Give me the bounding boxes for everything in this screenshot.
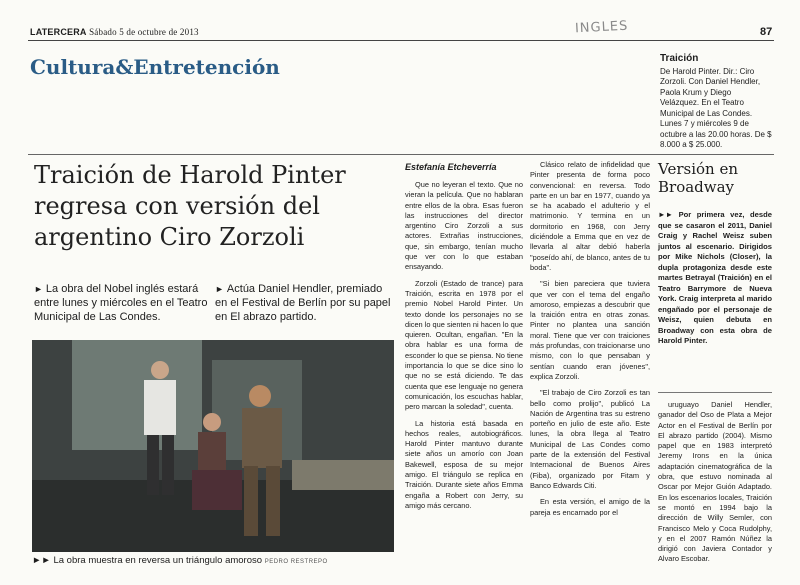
theatre-scene-illustration — [32, 340, 394, 552]
arrow-icon: ► — [34, 284, 43, 294]
page-number: 87 — [760, 26, 773, 38]
article-column-2 — [530, 160, 650, 524]
handwritten-note: INGLES — [574, 18, 629, 37]
paragraph: uruguayo Daniel Hendler, ganador del Oso de Plata a Mejor Actor en el Festival de Berlín por El abrazo partido (2004). Mismo papel que en 1983 interpretó Jeremy Irons en la única adaptación cinematográfica de la obra, que estuvo nominada al Oscar por Mejor Guión Adaptado. En los escenarios locales, Traición se montó en 1994 bajo la dirección de Willy Semler, con Francisco Melo y Coca Rudolphy, y en el 2007 Ramón Núñez la dirigió con Javiera Contador y Alvaro Escobar. — [658, 400, 772, 564]
headline: Traición de Harold Pinter regresa con versión del argentino Ciro Zorzoli — [34, 161, 346, 251]
header-rule — [28, 154, 774, 155]
issue-date: Sábado 5 de octubre de 2013 — [89, 27, 199, 37]
info-box-text: De Harold Pinter. Dir.: Ciro Zorzoli. Con Daniel Hendler, Paola Krum y Diego Velázquez. En el Teatro Municipal de Las Condes. Lunes 7 y miércoles 9 de octubre a las 20.00 horas. De $ 8.000 a $ 25.000. — [660, 66, 772, 149]
bullet-1 — [34, 282, 212, 324]
bullet-2 — [215, 282, 395, 324]
broadway-body: Por primera vez, desde que se casaron el 2011, Daniel Craig y Rachel Weisz suben juntos al escenario. Dirigidos por Mike Nichols (Closer), la dupla protagoniza desde este martes Betrayal (Traición) en el Teatro Barrymore de Nueva York. Craig interpreta al marido engañado por el personaje de Weisz, quien debuta en Broadway con esta obra de Harold Pinter. — [658, 210, 772, 345]
byline: Estefanía Etcheverría — [405, 162, 497, 172]
info-box-title: Traición — [660, 53, 699, 64]
masthead — [30, 27, 199, 37]
article-column-3 — [658, 400, 772, 571]
bullet-2-text: Actúa Daniel Hendler, premiado en el Festival de Berlín por su papel en El abrazo partido. — [215, 283, 391, 323]
article-column-1 — [405, 180, 523, 517]
bullet-1-text: La obra del Nobel inglés estará entre lunes y miércoles en el Teatro Municipal de Las Condes. — [34, 283, 208, 323]
paragraph: En esta versión, el amigo de la pareja es encarnado por el — [530, 497, 650, 517]
double-arrow-icon: ►► — [32, 555, 51, 566]
photo-credit: PEDRO RESTREPO — [264, 559, 328, 565]
paragraph: "Si bien pareciera que tuviera que ver con el tema del engaño amoroso, empiezas a descubrir que la traición entra en otras zonas. Pinter no plantea una sanción moral. Tiene que ver con traiciones más profundas, con traicionarse uno mismo, con lo que pensaban y sentían cuando eran jóvenes", explica Zorzoli. — [530, 279, 650, 381]
newspaper-brand: LATERCERA — [30, 27, 87, 37]
paragraph: Zorzoli (Estado de trance) para Traición, escrita en 1978 por el premio Nobel Harold Pinter. Un texto donde los personajes no se dicen lo que sienten ni hacen lo que quieren. Ocultan, engañan. "En la obra hablar es una forma de esconder lo que se piensa. No tiene importancia lo que se dice sino lo que no se está diciendo. Te das cuenta que ese lenguaje no genera comunicación, los escuchas hablar, pero marcan la soledad", cuenta. — [405, 278, 523, 412]
paragraph: La historia está basada en hechos reales, autobiográficos. Harold Pinter mantuvo durante siete años un amorío con Joan Bakewell, esposa de su mejor amigo. El triángulo se replica en Traición. Durante siete años Emma engaña a Robert con Jerry, su amigo más cercano. — [405, 418, 523, 510]
info-box — [660, 54, 772, 151]
photo-caption — [32, 555, 402, 566]
broadway-heading: Versión en Broadway — [658, 160, 738, 196]
double-arrow-icon: ►► — [658, 210, 679, 219]
section-title: Cultura&Entretención — [30, 55, 280, 79]
arrow-icon: ► — [215, 284, 224, 294]
paragraph: "El trabajo de Ciro Zorzoli es tan bello como prolijo", publicó La Nación de Argentina tras su estreno porteño en julio de este año. Este lunes, la obra llega al Teatro Municipal de Las Condes como parte de la extensión del Festival Internacional de Buenos Aires (Fiba), organizado por Fitam y Banco Edwards Citi. — [530, 388, 650, 490]
photo-caption-text: La obra muestra en reversa un triángulo amoroso — [53, 555, 263, 566]
broadway-text — [658, 210, 772, 347]
paragraph: Que no leyeran el texto. Que no vieran la película. Que no hablaran entre ellos de la obra. Esas fueron las instrucciones del director argentino Ciro Zorzoli a sus actores. Extrañas instrucciones, que, sin embargo, tenían mucho que ver con lo que estaban ensayando. — [405, 180, 523, 272]
article-photo — [32, 340, 394, 552]
top-rule — [28, 40, 774, 41]
paragraph: Clásico relato de infidelidad que Pinter presenta de forma poco convencional: en reversa. Todo parte en un bar en 1977, cuando ya se ha acabado el adulterio y el matrimonio. Y termina en un dormitorio en 1968, con Jerry diciéndole a Emma que en vez de llevarla al altar debió haberla "poseído ahí, de blanco, antes de tu boda". — [530, 160, 650, 272]
sidebar-rule — [658, 392, 772, 393]
